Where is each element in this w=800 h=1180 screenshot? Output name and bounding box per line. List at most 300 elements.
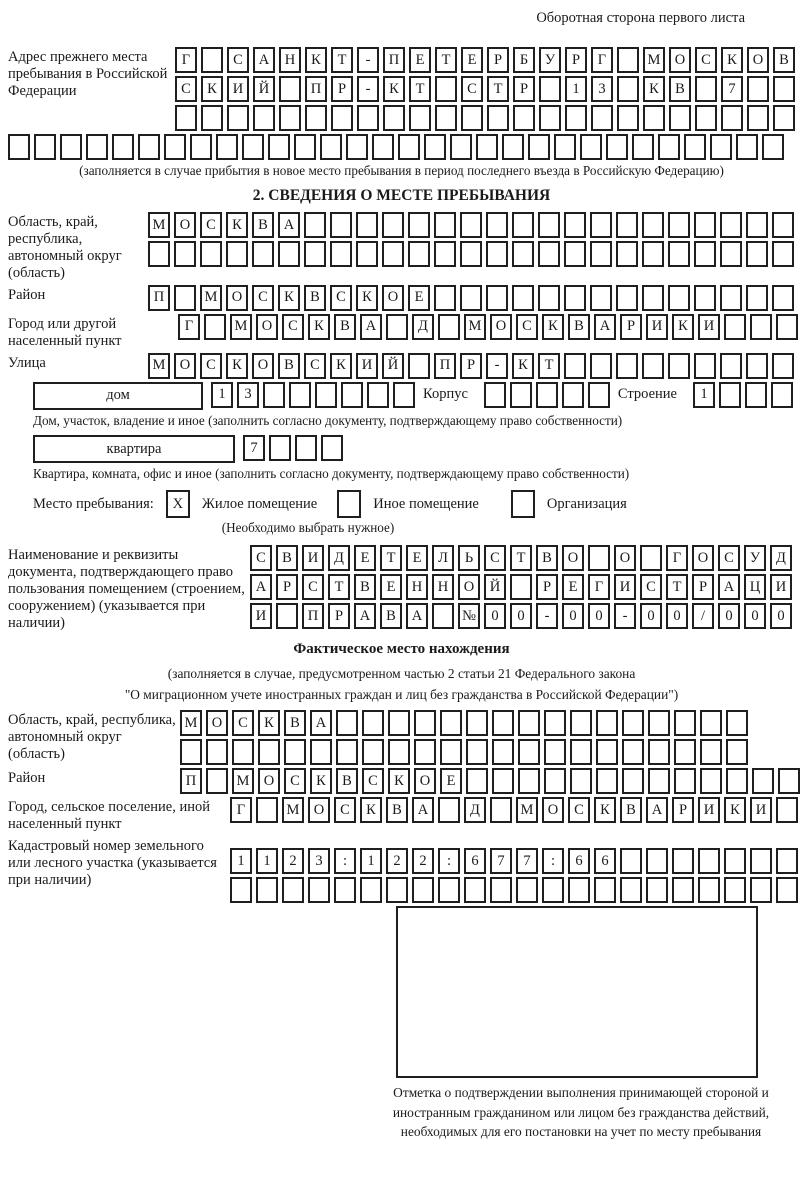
char-box[interactable]: Й [484,574,506,600]
char-box[interactable] [175,105,197,131]
char-box[interactable] [279,105,301,131]
char-box[interactable]: А [253,47,275,73]
char-box[interactable] [279,76,301,102]
char-box[interactable]: С [282,314,304,340]
char-box[interactable] [588,382,610,408]
char-box[interactable] [435,105,457,131]
char-box[interactable]: 3 [591,76,613,102]
char-box[interactable] [295,435,317,461]
char-box[interactable] [646,848,668,874]
char-box[interactable] [216,134,238,160]
char-box[interactable]: 1 [230,848,252,874]
char-box[interactable] [334,877,356,903]
char-box[interactable]: О [258,768,280,794]
char-box[interactable] [674,710,696,736]
char-box[interactable]: О [669,47,691,73]
char-box[interactable] [112,134,134,160]
char-box[interactable]: У [539,47,561,73]
char-box[interactable]: Е [408,285,430,311]
char-box[interactable]: П [302,603,324,629]
char-box[interactable] [393,382,415,408]
char-box[interactable] [256,797,278,823]
char-box[interactable] [724,314,746,340]
char-box[interactable]: Е [409,47,431,73]
char-box[interactable] [412,877,434,903]
char-box[interactable]: Т [666,574,688,600]
char-box[interactable]: Р [620,314,642,340]
char-box[interactable] [672,877,694,903]
char-box[interactable] [201,47,223,73]
char-box[interactable] [590,241,612,267]
char-box[interactable]: Т [435,47,457,73]
char-box[interactable] [174,285,196,311]
char-box[interactable] [388,710,410,736]
char-box[interactable]: В [252,212,274,238]
char-box[interactable] [684,134,706,160]
char-box[interactable] [204,314,226,340]
char-box[interactable] [590,212,612,238]
char-box[interactable] [694,212,716,238]
char-box[interactable]: В [354,574,376,600]
char-box[interactable]: 2 [282,848,304,874]
char-box[interactable] [367,382,389,408]
char-box[interactable] [698,877,720,903]
char-box[interactable]: О [206,710,228,736]
char-box[interactable] [434,241,456,267]
char-box[interactable]: № [458,603,480,629]
char-box[interactable]: В [380,603,402,629]
char-box[interactable] [746,212,768,238]
char-box[interactable] [772,353,794,379]
char-box[interactable] [362,739,384,765]
char-box[interactable]: С [461,76,483,102]
char-box[interactable] [148,241,170,267]
char-box[interactable]: К [226,212,248,238]
char-box[interactable]: О [414,768,436,794]
char-box[interactable]: В [568,314,590,340]
char-box[interactable]: М [148,212,170,238]
checkbox[interactable] [511,490,535,518]
char-box[interactable] [341,382,363,408]
char-box[interactable] [321,435,343,461]
char-box[interactable] [450,134,472,160]
char-box[interactable]: С [484,545,506,571]
char-box[interactable]: 7 [721,76,743,102]
char-box[interactable] [269,435,291,461]
char-box[interactable]: О [174,212,196,238]
char-box[interactable] [308,877,330,903]
char-box[interactable] [746,285,768,311]
char-box[interactable] [484,382,506,408]
char-box[interactable]: 3 [237,382,259,408]
char-box[interactable]: К [643,76,665,102]
char-box[interactable] [564,353,586,379]
char-box[interactable] [386,877,408,903]
char-box[interactable] [438,797,460,823]
char-box[interactable]: В [386,797,408,823]
char-box[interactable] [226,241,248,267]
char-box[interactable]: М [148,353,170,379]
char-box[interactable] [435,76,457,102]
char-box[interactable] [622,768,644,794]
char-box[interactable] [513,105,535,131]
char-box[interactable]: О [542,797,564,823]
char-box[interactable] [750,877,772,903]
char-box[interactable]: - [536,603,558,629]
char-box[interactable] [776,848,798,874]
char-box[interactable]: 3 [308,848,330,874]
char-box[interactable]: А [406,603,428,629]
char-box[interactable] [554,134,576,160]
char-box[interactable]: - [357,76,379,102]
char-box[interactable] [252,241,274,267]
char-box[interactable] [382,212,404,238]
char-box[interactable]: 7 [490,848,512,874]
char-box[interactable]: Д [464,797,486,823]
char-box[interactable]: И [614,574,636,600]
char-box[interactable]: И [302,545,324,571]
char-box[interactable] [772,212,794,238]
char-box[interactable]: К [672,314,694,340]
char-box[interactable]: 0 [770,603,792,629]
char-box[interactable] [310,739,332,765]
char-box[interactable] [721,105,743,131]
char-box[interactable]: Е [380,574,402,600]
char-box[interactable]: 0 [744,603,766,629]
char-box[interactable]: В [278,353,300,379]
char-box[interactable]: Д [328,545,350,571]
char-box[interactable]: Н [406,574,428,600]
char-box[interactable] [466,768,488,794]
char-box[interactable]: Г [591,47,613,73]
char-box[interactable]: О [692,545,714,571]
char-box[interactable] [414,739,436,765]
char-box[interactable]: 2 [412,848,434,874]
char-box[interactable] [516,877,538,903]
char-box[interactable]: Е [406,545,428,571]
char-box[interactable]: О [490,314,512,340]
char-box[interactable] [648,768,670,794]
char-box[interactable]: Р [276,574,298,600]
char-box[interactable] [206,768,228,794]
char-box[interactable] [461,105,483,131]
char-box[interactable]: 6 [594,848,616,874]
char-box[interactable] [632,134,654,160]
char-box[interactable]: Р [513,76,535,102]
char-box[interactable]: К [383,76,405,102]
char-box[interactable]: В [536,545,558,571]
char-box[interactable]: О [174,353,196,379]
checkbox[interactable]: X [166,490,190,518]
char-box[interactable] [414,710,436,736]
char-box[interactable]: И [227,76,249,102]
char-box[interactable]: Р [487,47,509,73]
char-box[interactable]: У [744,545,766,571]
char-box[interactable] [174,241,196,267]
char-box[interactable] [590,285,612,311]
char-box[interactable] [544,710,566,736]
char-box[interactable]: Т [380,545,402,571]
char-box[interactable]: М [200,285,222,311]
char-box[interactable] [278,241,300,267]
char-box[interactable]: О [256,314,278,340]
char-box[interactable] [565,105,587,131]
char-box[interactable]: К [308,314,330,340]
char-box[interactable]: Р [692,574,714,600]
char-box[interactable]: С [568,797,590,823]
char-box[interactable]: С [334,797,356,823]
char-box[interactable]: В [620,797,642,823]
char-box[interactable] [695,105,717,131]
char-box[interactable] [539,76,561,102]
char-box[interactable] [360,877,382,903]
char-box[interactable]: П [383,47,405,73]
char-box[interactable] [720,212,742,238]
char-box[interactable]: О [308,797,330,823]
char-box[interactable]: 1 [693,382,715,408]
char-box[interactable] [668,353,690,379]
char-box[interactable] [486,212,508,238]
char-box[interactable]: 0 [640,603,662,629]
char-box[interactable] [700,768,722,794]
char-box[interactable] [564,212,586,238]
char-box[interactable]: Г [175,47,197,73]
char-box[interactable]: К [594,797,616,823]
char-box[interactable] [570,739,592,765]
char-box[interactable] [86,134,108,160]
char-box[interactable] [668,212,690,238]
char-box[interactable]: Е [562,574,584,600]
char-box[interactable]: С [302,574,324,600]
char-box[interactable]: И [250,603,272,629]
char-box[interactable]: К [356,285,378,311]
char-box[interactable] [773,76,795,102]
char-box[interactable] [580,134,602,160]
char-box[interactable] [719,382,741,408]
char-box[interactable] [772,241,794,267]
char-box[interactable]: Й [382,353,404,379]
char-box[interactable] [510,382,532,408]
char-box[interactable]: М [180,710,202,736]
char-box[interactable]: К [724,797,746,823]
char-box[interactable]: Б [513,47,535,73]
char-box[interactable]: А [646,797,668,823]
char-box[interactable]: 6 [464,848,486,874]
char-box[interactable]: С [640,574,662,600]
char-box[interactable] [747,76,769,102]
char-box[interactable] [276,603,298,629]
char-box[interactable]: Д [412,314,434,340]
char-box[interactable] [590,353,612,379]
char-box[interactable]: В [336,768,358,794]
char-box[interactable]: О [458,574,480,600]
char-box[interactable] [694,353,716,379]
char-box[interactable]: 0 [484,603,506,629]
char-box[interactable]: С [250,545,272,571]
char-box[interactable] [752,768,774,794]
char-box[interactable]: П [148,285,170,311]
char-box[interactable]: 1 [360,848,382,874]
char-box[interactable]: / [692,603,714,629]
char-box[interactable] [227,105,249,131]
char-box[interactable]: Т [328,574,350,600]
char-box[interactable]: М [516,797,538,823]
char-box[interactable]: Т [487,76,509,102]
char-box[interactable]: Г [666,545,688,571]
char-box[interactable] [330,241,352,267]
char-box[interactable] [562,382,584,408]
char-box[interactable]: О [252,353,274,379]
char-box[interactable]: 1 [256,848,278,874]
char-box[interactable] [330,212,352,238]
char-box[interactable] [658,134,680,160]
char-box[interactable]: Т [538,353,560,379]
char-box[interactable]: П [305,76,327,102]
char-box[interactable] [642,353,664,379]
char-box[interactable]: : [542,848,564,874]
char-box[interactable]: : [334,848,356,874]
char-box[interactable] [596,710,618,736]
char-box[interactable]: Р [536,574,558,600]
char-box[interactable] [305,105,327,131]
char-box[interactable]: Т [331,47,353,73]
char-box[interactable]: Д [770,545,792,571]
char-box[interactable] [440,710,462,736]
char-box[interactable] [570,710,592,736]
char-box[interactable]: С [200,353,222,379]
char-box[interactable] [512,285,534,311]
char-box[interactable]: В [276,545,298,571]
char-box[interactable] [34,134,56,160]
char-box[interactable] [544,739,566,765]
char-box[interactable] [542,877,564,903]
char-box[interactable]: Р [460,353,482,379]
char-box[interactable] [620,877,642,903]
char-box[interactable]: К [721,47,743,73]
char-box[interactable] [776,314,798,340]
char-box[interactable] [304,241,326,267]
char-box[interactable] [242,134,264,160]
char-box[interactable]: С [516,314,538,340]
char-box[interactable] [408,212,430,238]
char-box[interactable]: О [226,285,248,311]
char-box[interactable]: С [304,353,326,379]
char-box[interactable]: В [773,47,795,73]
char-box[interactable]: И [698,314,720,340]
char-box[interactable]: С [175,76,197,102]
char-box[interactable] [518,768,540,794]
char-box[interactable] [492,768,514,794]
char-box[interactable] [622,739,644,765]
char-box[interactable] [776,797,798,823]
char-box[interactable] [512,212,534,238]
char-box[interactable] [591,105,613,131]
char-box[interactable] [772,285,794,311]
char-box[interactable] [594,877,616,903]
char-box[interactable] [544,768,566,794]
char-box[interactable] [487,105,509,131]
checkbox[interactable] [337,490,361,518]
char-box[interactable]: М [643,47,665,73]
char-box[interactable] [596,739,618,765]
char-box[interactable]: 0 [510,603,532,629]
char-box[interactable]: Р [328,603,350,629]
char-box[interactable] [164,134,186,160]
char-box[interactable] [747,105,769,131]
char-box[interactable] [724,877,746,903]
char-box[interactable] [336,710,358,736]
char-box[interactable] [438,877,460,903]
char-box[interactable]: : [438,848,460,874]
char-box[interactable]: С [227,47,249,73]
char-box[interactable]: Е [354,545,376,571]
char-box[interactable] [596,768,618,794]
char-box[interactable]: С [284,768,306,794]
char-box[interactable] [646,877,668,903]
char-box[interactable] [289,382,311,408]
char-box[interactable] [672,848,694,874]
char-box[interactable]: - [614,603,636,629]
char-box[interactable]: М [232,768,254,794]
char-box[interactable] [263,382,285,408]
char-box[interactable] [486,285,508,311]
char-box[interactable]: 0 [562,603,584,629]
char-box[interactable] [440,739,462,765]
char-box[interactable]: В [284,710,306,736]
char-box[interactable]: 1 [565,76,587,102]
char-box[interactable] [409,105,431,131]
char-box[interactable] [492,739,514,765]
char-box[interactable]: К [310,768,332,794]
char-box[interactable] [388,739,410,765]
char-box[interactable] [640,545,662,571]
char-box[interactable]: В [334,314,356,340]
char-box[interactable] [776,877,798,903]
char-box[interactable] [710,134,732,160]
char-box[interactable]: И [698,797,720,823]
char-box[interactable]: А [278,212,300,238]
char-box[interactable]: Р [565,47,587,73]
char-box[interactable] [720,285,742,311]
char-box[interactable] [616,241,638,267]
char-box[interactable]: Л [432,545,454,571]
char-box[interactable] [669,105,691,131]
char-box[interactable]: М [282,797,304,823]
char-box[interactable] [620,848,642,874]
char-box[interactable] [700,739,722,765]
char-box[interactable] [460,285,482,311]
char-box[interactable]: 0 [588,603,610,629]
char-box[interactable] [700,710,722,736]
char-box[interactable] [408,353,430,379]
char-box[interactable]: Г [230,797,252,823]
char-box[interactable] [232,739,254,765]
char-box[interactable] [648,739,670,765]
char-box[interactable] [642,285,664,311]
char-box[interactable] [282,877,304,903]
char-box[interactable] [720,241,742,267]
char-box[interactable]: Т [409,76,431,102]
char-box[interactable] [518,739,540,765]
char-box[interactable]: К [305,47,327,73]
char-box[interactable]: 2 [386,848,408,874]
char-box[interactable] [138,134,160,160]
char-box[interactable] [512,241,534,267]
char-box[interactable] [746,241,768,267]
char-box[interactable] [398,134,420,160]
char-box[interactable]: С [252,285,274,311]
char-box[interactable] [8,134,30,160]
